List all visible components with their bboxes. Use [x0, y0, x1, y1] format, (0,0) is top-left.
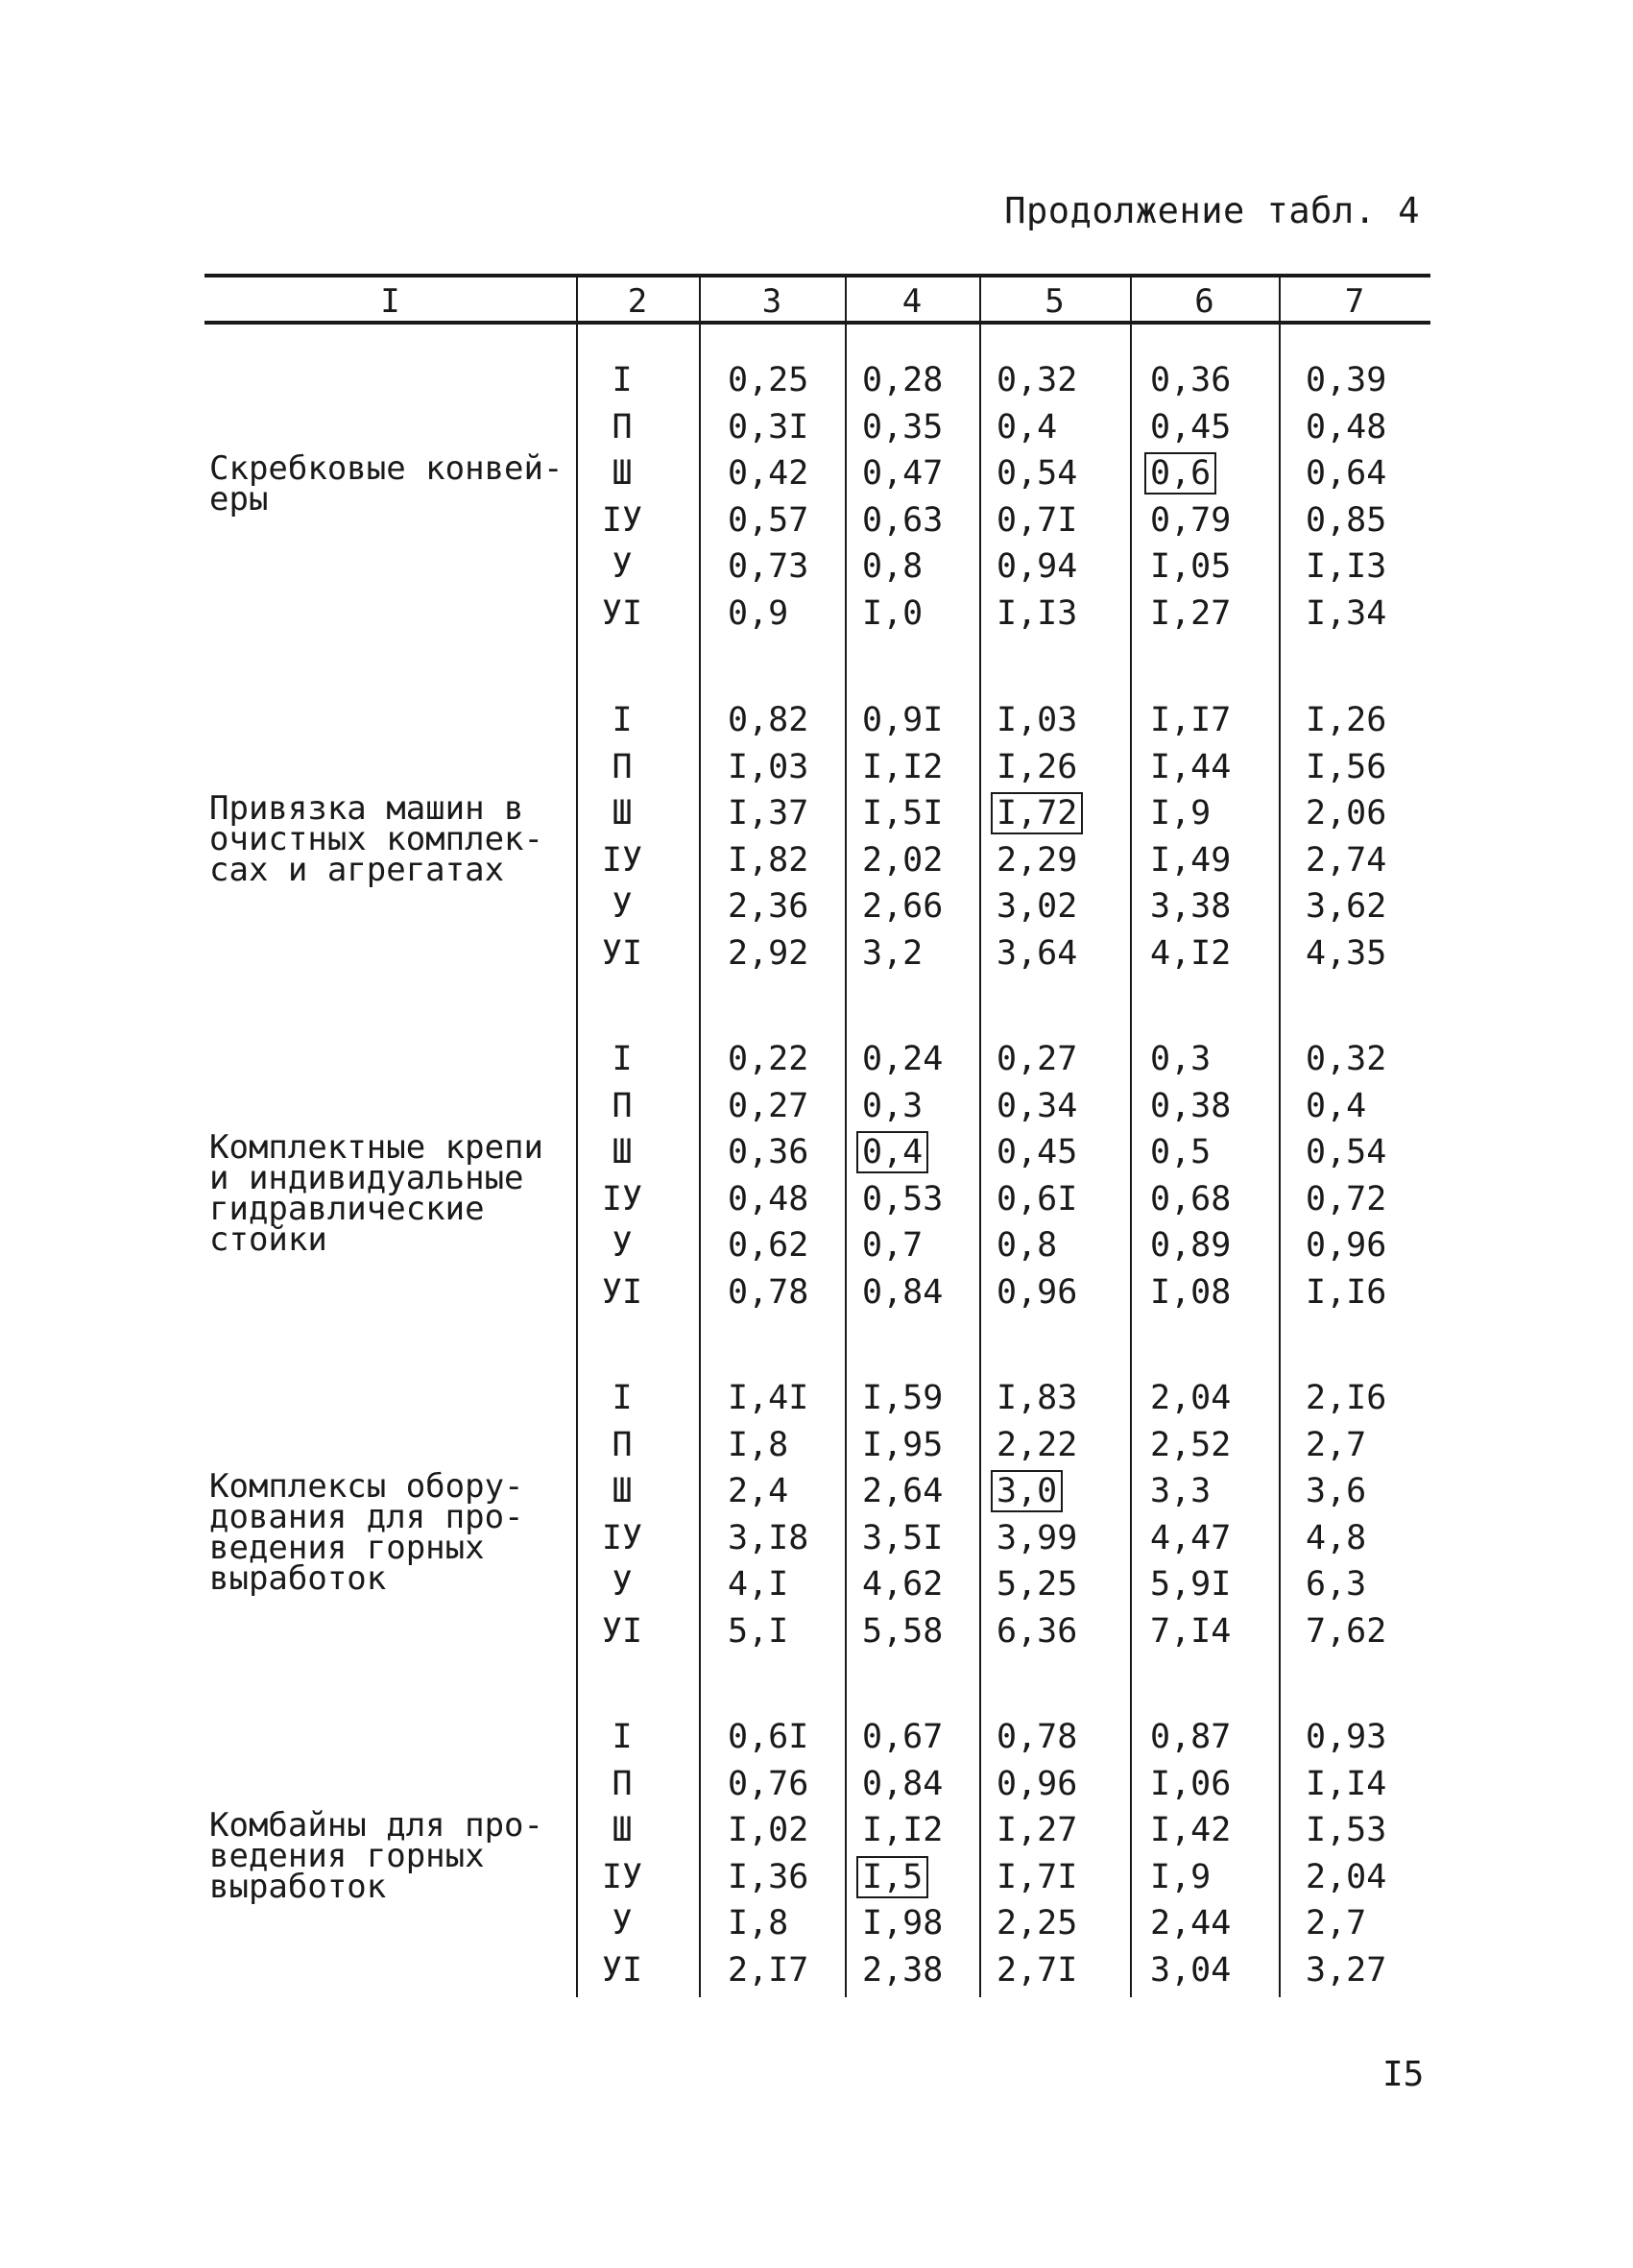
value-cell: 0,67 [862, 1718, 944, 1756]
value-cell: 4,I2 [1150, 933, 1232, 973]
value-cell: I,9 [1150, 794, 1212, 832]
value-cell: 7,I4 [1150, 1611, 1232, 1651]
value-cell: I,26 [997, 747, 1078, 786]
value-cell: 4,47 [1150, 1518, 1232, 1557]
value-cell: I,5I [862, 794, 944, 832]
category-cell: Ш [612, 1811, 633, 1849]
value-cell: I,83 [997, 1379, 1078, 1417]
value-cell: 0,39 [1306, 361, 1387, 399]
value-cell: 2,7 [1306, 1425, 1367, 1464]
value-cell: I,53 [1306, 1811, 1387, 1849]
highlighted-value-cell: 3,0 [993, 1472, 1061, 1510]
highlighted-value-cell: I,5 [858, 1858, 926, 1896]
value-cell: I,26 [1306, 701, 1387, 739]
value-cell: 2,04 [1150, 1379, 1232, 1417]
value-cell: 0,32 [1306, 1040, 1387, 1078]
header-cell: 3 [761, 282, 782, 321]
value-cell: 4,35 [1306, 933, 1387, 973]
value-cell: 2,44 [1150, 1904, 1232, 1942]
value-cell: 0,32 [997, 361, 1078, 399]
value-cell: I,I4 [1306, 1764, 1387, 1803]
value-cell: 0,34 [997, 1086, 1078, 1125]
value-cell: 0,8 [862, 547, 924, 586]
group-name: Комплектные крепи и индивидуальные гидравлические стойки [209, 1128, 543, 1259]
highlighted-value-cell: 0,6 [1146, 454, 1214, 493]
value-cell: 0,38 [1150, 1086, 1232, 1125]
category-cell: I [612, 701, 633, 739]
value-cell: 0,3 [1150, 1040, 1212, 1078]
category-cell: IУ [601, 840, 643, 880]
column-divider [979, 274, 981, 1997]
category-cell: УI [601, 1950, 643, 1990]
value-cell: 0,93 [1306, 1718, 1387, 1756]
value-cell: 2,22 [997, 1425, 1078, 1464]
header-bottom-rule [204, 321, 1430, 325]
value-cell: I,I2 [862, 1811, 944, 1849]
column-divider [576, 274, 578, 1997]
value-cell: 0,45 [1150, 407, 1232, 446]
value-cell: 0,54 [997, 454, 1078, 493]
value-cell: 0,7 [862, 1226, 924, 1265]
category-cell: I [612, 1040, 633, 1078]
value-cell: 0,84 [862, 1764, 944, 1803]
value-cell: 2,66 [862, 887, 944, 926]
value-cell: 0,6I [997, 1179, 1078, 1218]
value-cell: 3,02 [997, 887, 1078, 926]
value-cell: 3,6 [1306, 1472, 1367, 1510]
value-cell: 3,62 [1306, 887, 1387, 926]
category-cell: У [612, 1226, 633, 1265]
value-cell: I,42 [1150, 1811, 1232, 1849]
value-cell: 2,38 [862, 1950, 944, 1990]
value-cell: I,27 [1150, 593, 1232, 633]
value-cell: 0,8 [997, 1226, 1058, 1265]
value-cell: 4,8 [1306, 1518, 1367, 1557]
value-cell: 0,24 [862, 1040, 944, 1078]
category-cell: П [612, 407, 633, 446]
value-cell: 0,89 [1150, 1226, 1232, 1265]
value-cell: 0,4 [1306, 1086, 1367, 1125]
value-cell: 0,36 [1150, 361, 1232, 399]
value-cell: 2,36 [728, 887, 809, 926]
value-cell: 3,2 [862, 933, 924, 973]
value-cell: 2,04 [1306, 1857, 1387, 1896]
value-cell: I,56 [1306, 747, 1387, 786]
value-cell: 3,64 [997, 933, 1078, 973]
table-caption: Продолжение табл. 4 [1004, 190, 1420, 231]
value-cell: 0,7I [997, 500, 1078, 540]
category-cell: УI [601, 1611, 643, 1651]
category-cell: IУ [601, 1179, 643, 1218]
category-cell: Ш [612, 1472, 633, 1510]
value-cell: 0,27 [997, 1040, 1078, 1078]
value-cell: 0,6I [728, 1718, 809, 1756]
value-cell: 2,I7 [728, 1950, 809, 1990]
header-cell: 5 [1045, 282, 1065, 321]
value-cell: I,03 [728, 747, 809, 786]
value-cell: 0,53 [862, 1179, 944, 1218]
value-cell: 3,99 [997, 1518, 1078, 1557]
value-cell: 0,94 [997, 547, 1078, 586]
value-cell: 0,3I [728, 407, 809, 446]
group-name: Привязка машин в очистных комплек- сах и агрегатах [209, 789, 543, 889]
value-cell: 4,62 [862, 1565, 944, 1604]
value-cell: 2,92 [728, 933, 809, 973]
value-cell: 3,I8 [728, 1518, 809, 1557]
value-cell: I,9 [1150, 1857, 1212, 1896]
value-cell: 3,5I [862, 1518, 944, 1557]
value-cell: I,I2 [862, 747, 944, 786]
header-cell: 7 [1344, 282, 1365, 321]
value-cell: 2,7I [997, 1950, 1078, 1990]
value-cell: 0,96 [997, 1764, 1078, 1803]
value-cell: I,98 [862, 1904, 944, 1942]
value-cell: 0,62 [728, 1226, 809, 1265]
value-cell: 0,96 [1306, 1226, 1387, 1265]
category-cell: I [612, 361, 633, 399]
value-cell: I,06 [1150, 1764, 1232, 1803]
value-cell: 0,22 [728, 1040, 809, 1078]
value-cell: I,44 [1150, 747, 1232, 786]
value-cell: 6,3 [1306, 1565, 1367, 1604]
value-cell: 3,3 [1150, 1472, 1212, 1510]
category-cell: IУ [601, 500, 643, 540]
highlighted-value-cell: 0,4 [858, 1133, 926, 1171]
category-cell: П [612, 1086, 633, 1125]
category-cell: Ш [612, 454, 633, 493]
category-cell: У [612, 1565, 633, 1604]
value-cell: 0,27 [728, 1086, 809, 1125]
category-cell: П [612, 747, 633, 786]
value-cell: 3,04 [1150, 1950, 1232, 1990]
value-cell: 0,25 [728, 361, 809, 399]
value-cell: 2,4 [728, 1472, 789, 1510]
value-cell: 0,47 [862, 454, 944, 493]
category-cell: Ш [612, 794, 633, 832]
value-cell: I,95 [862, 1425, 944, 1464]
value-cell: I,8 [728, 1425, 789, 1464]
category-cell: IУ [601, 1857, 643, 1896]
value-cell: 0,9I [862, 701, 944, 739]
category-cell: У [612, 547, 633, 586]
value-cell: I,34 [1306, 593, 1387, 633]
value-cell: 0,72 [1306, 1179, 1387, 1218]
table-top-rule [204, 274, 1430, 277]
value-cell: 6,36 [997, 1611, 1078, 1651]
value-cell: 2,7 [1306, 1904, 1367, 1942]
value-cell: 5,58 [862, 1611, 944, 1651]
value-cell: 0,96 [997, 1272, 1078, 1312]
value-cell: 0,48 [728, 1179, 809, 1218]
category-cell: IУ [601, 1518, 643, 1557]
value-cell: 2,I6 [1306, 1379, 1387, 1417]
category-cell: I [612, 1718, 633, 1756]
value-cell: 7,62 [1306, 1611, 1387, 1651]
value-cell: 0,63 [862, 500, 944, 540]
group-name: Скребковые конвей- еры [209, 449, 564, 519]
value-cell: I,36 [728, 1857, 809, 1896]
value-cell: I,82 [728, 840, 809, 880]
value-cell: 0,85 [1306, 500, 1387, 540]
value-cell: 2,74 [1306, 840, 1387, 880]
value-cell: I,I3 [1306, 547, 1387, 586]
category-cell: УI [601, 933, 643, 973]
value-cell: 5,9I [1150, 1565, 1232, 1604]
value-cell: 2,29 [997, 840, 1078, 880]
column-divider [1130, 274, 1132, 1997]
value-cell: I,7I [997, 1857, 1078, 1896]
value-cell: I,59 [862, 1379, 944, 1417]
value-cell: 0,68 [1150, 1179, 1232, 1218]
group-name: Комбайны для про- ведения горных выработок [209, 1806, 543, 1906]
value-cell: I,27 [997, 1811, 1078, 1849]
header-cell: I [380, 282, 400, 321]
value-cell: I,I6 [1306, 1272, 1387, 1312]
category-cell: УI [601, 593, 643, 633]
value-cell: I,I3 [997, 593, 1078, 633]
category-cell: У [612, 1904, 633, 1942]
value-cell: I,03 [997, 701, 1078, 739]
value-cell: 0,9 [728, 593, 789, 633]
value-cell: 0,5 [1150, 1133, 1212, 1171]
value-cell: 5,25 [997, 1565, 1078, 1604]
category-cell: П [612, 1425, 633, 1464]
value-cell: 4,I [728, 1565, 789, 1604]
category-cell: У [612, 887, 633, 926]
highlighted-value-cell: I,72 [993, 794, 1081, 832]
value-cell: 0,76 [728, 1764, 809, 1803]
value-cell: 0,79 [1150, 500, 1232, 540]
value-cell: I,I7 [1150, 701, 1232, 739]
value-cell: I,49 [1150, 840, 1232, 880]
value-cell: 5,I [728, 1611, 789, 1651]
value-cell: 0,35 [862, 407, 944, 446]
value-cell: I,8 [728, 1904, 789, 1942]
value-cell: 0,28 [862, 361, 944, 399]
header-cell: 6 [1194, 282, 1214, 321]
value-cell: 0,87 [1150, 1718, 1232, 1756]
page-number: I5 [1382, 2055, 1425, 2094]
value-cell: 3,38 [1150, 887, 1232, 926]
value-cell: I,02 [728, 1811, 809, 1849]
value-cell: 2,64 [862, 1472, 944, 1510]
category-cell: П [612, 1764, 633, 1803]
category-cell: УI [601, 1272, 643, 1312]
category-cell: I [612, 1379, 633, 1417]
value-cell: 3,27 [1306, 1950, 1387, 1990]
header-cell: 2 [627, 282, 648, 321]
value-cell: 0,57 [728, 500, 809, 540]
value-cell: 0,36 [728, 1133, 809, 1171]
value-cell: 0,73 [728, 547, 809, 586]
value-cell: 2,25 [997, 1904, 1078, 1942]
value-cell: 0,78 [997, 1718, 1078, 1756]
value-cell: 0,4 [997, 407, 1058, 446]
value-cell: 0,48 [1306, 407, 1387, 446]
column-divider [1279, 274, 1281, 1997]
value-cell: 0,64 [1306, 454, 1387, 493]
value-cell: I,4I [728, 1379, 809, 1417]
value-cell: 2,52 [1150, 1425, 1232, 1464]
value-cell: I,0 [862, 593, 924, 633]
value-cell: 0,3 [862, 1086, 924, 1125]
value-cell: 2,06 [1306, 794, 1387, 832]
column-divider [699, 274, 701, 1997]
column-divider [845, 274, 847, 1997]
group-name: Комплексы обору- дования для про- ведения горных выработок [209, 1467, 524, 1598]
value-cell: 0,54 [1306, 1133, 1387, 1171]
value-cell: 0,45 [997, 1133, 1078, 1171]
value-cell: I,37 [728, 794, 809, 832]
value-cell: 2,02 [862, 840, 944, 880]
value-cell: I,08 [1150, 1272, 1232, 1312]
category-cell: Ш [612, 1133, 633, 1171]
value-cell: 0,42 [728, 454, 809, 493]
value-cell: I,05 [1150, 547, 1232, 586]
value-cell: 0,84 [862, 1272, 944, 1312]
value-cell: 0,78 [728, 1272, 809, 1312]
value-cell: 0,82 [728, 701, 809, 739]
header-cell: 4 [901, 282, 923, 321]
